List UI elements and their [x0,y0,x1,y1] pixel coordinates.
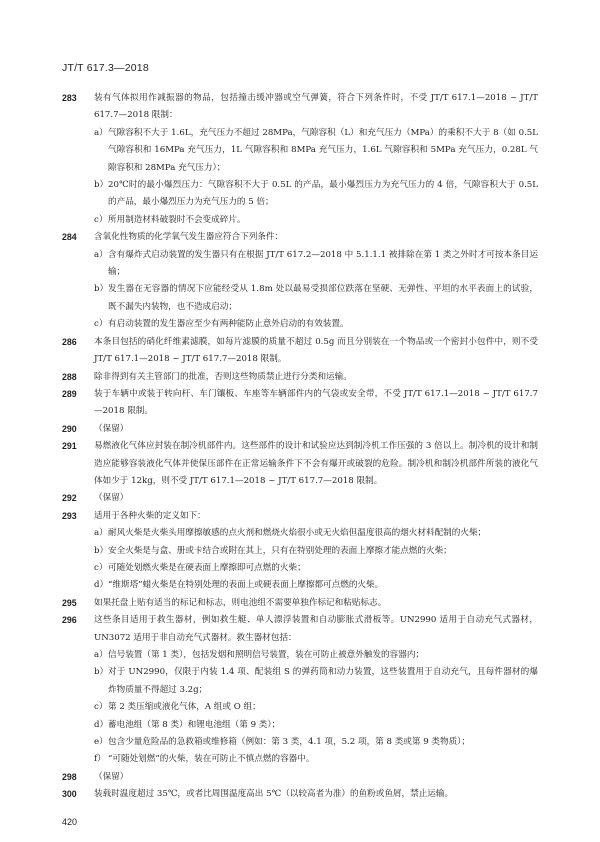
item-text: 耐风火柴是火柴头用摩擦敏感的点火剂和燃烧火焰很小或无火焰但温度很高的烟火材料配制的火柴； [108,528,487,539]
provision-296-item [62,647,538,664]
item-label: a） [94,249,108,260]
provision-number: 289 [62,388,77,399]
provision-298 [62,769,538,786]
provision-text: （保留） [94,493,129,504]
provision-number: 290 [62,423,77,434]
item-text: 含有爆炸式启动装置的发生器只有在根据 JT/T 617.2—2018 中 5.1.1.1 被排除在第 1 类之外时才可按本条目运输； [108,249,538,278]
provision-293 [62,508,538,525]
item-label: c） [94,319,108,330]
provision-293-item [62,525,538,542]
provision-296 [62,612,538,647]
provision-296-item [62,751,538,768]
provision-number: 300 [62,789,77,800]
item-text: “维斯塔”蜡火柴是在特别处理的表面上或硬表面上摩擦都可点燃的火柴。 [108,580,384,591]
item-text: “可随处划燃”的火柴，装在可防止不慎点燃的容器中。 [108,754,315,765]
provision-283-item [62,212,538,229]
provision-284-item [62,281,538,316]
provision-296-item [62,734,538,751]
item-text: 包含少量危险品的急救箱或维修箱（例如：第 3 类，4.1 项，5.2 项，第 8 类或第 9 类物质）； [108,737,471,748]
item-label: b） [94,284,109,295]
item-label: d） [94,580,109,591]
provision-text: 如果托盘上贴有适当的标记和标志，则电池组不需要单独作标记和粘贴标志。 [94,597,387,608]
provision-text: 易燃液化气体应封装在制冷机部件内。这些部件的设计和试验应达到制冷机工作压强的 3 倍以上。制冷机的设计和制造应能够容装液化气体并使保压部件在正常运输条件下不会有爆开或破裂的危险。制冷机和制冷机部件所装的液化气体如少于 12kg，则不受 JT/T 617.1—2018 ~ JT/T 617.7—2018 限制。 [94,441,538,486]
provision-text: 本条目包括的硝化纤维素滤膜，如每片滤膜的质量不超过 0.5g 而且分别装在一个物品或一个密封小包件中，则不受 JT/T 617.1—2018 ~ JT/T 617.7—2018 限制。 [94,336,538,365]
item-text: 气隙容积不大于 1.6L，充气压力不超过 28MPa，气隙容积（L）和充气压力（MPa）的乘积不大于 8（如 0.5L 气隙容积和 16MPa 充气压力，1L 气隙容积和 8MPa 充气压力，1.6L 气隙容积和 5MPa 充气压力，0.28L 气隙容积和 28MPa 充气压力）； [108,127,538,173]
provision-290 [62,421,538,438]
provision-283-item [62,125,538,177]
page-number: 420 [62,817,78,827]
provision-292 [62,490,538,507]
provision-296-item [62,717,538,734]
item-text: 蓄电池组（第 8 类）和锂电池组（第 9 类）； [108,719,281,730]
provision-288 [62,369,538,386]
item-label: b） [94,180,109,191]
provision-text: 装于车辆中或装于转向杆、车门镶板、车座等车辆部件内的气袋或安全带，不受 JT/T 617.1—2018 ~ JT/T 617.7—2018 限制。 [94,388,538,417]
provision-284-item [62,247,538,282]
provision-text: （保留） [94,771,129,782]
provision-284 [62,229,538,246]
provision-289 [62,386,538,421]
provision-284-item [62,316,538,333]
provision-295 [62,595,538,612]
provision-293-item [62,543,538,560]
item-label: b） [94,545,109,556]
provision-text: 装有气体拟用作减振器的物品，包括撞击缓冲器或空气弹簧，符合下列条件时，不受 JT/T 617.1—2018 ~ JT/T 617.7—2018 限制： [94,93,538,121]
provision-number: 293 [62,510,77,521]
provision-293-item [62,577,538,594]
item-label: f） [94,754,106,765]
provision-number: 286 [62,336,77,347]
provision-300 [62,786,538,803]
item-label: a） [94,528,108,539]
provision-number: 283 [62,93,77,103]
provision-296-item [62,699,538,716]
provision-286 [62,334,538,369]
provision-text: 装载时温度超过 35℃，或者比周围温度高出 5℃（以较高者为准）的鱼粉或鱼屑，禁止运输。 [94,789,454,800]
provision-number: 288 [62,371,77,382]
provision-text: （保留） [94,423,129,434]
item-text: 有启动装置的发生器应至少有两种能防止意外启动的有效装置。 [108,319,349,330]
item-text: 可随处划燃火柴是在硬表面上摩擦即可点燃的火柴； [108,562,306,573]
provision-text: 含氧化性物质的化学氧气发生器应符合下列条件： [94,232,284,243]
provision-text: 除非得到有关主管部门的批准，否则这些物质禁止进行分类和运输。 [94,371,352,382]
item-label: b） [94,667,109,678]
standard-header: JT/T 617.3—2018 [62,62,149,74]
provision-number: 284 [62,232,77,243]
provision-number: 292 [62,493,77,504]
provision-283 [62,90,538,125]
provision-text: 适用于各种火柴的定义如下： [94,510,206,521]
item-label: c） [94,562,108,573]
item-label: a） [94,127,108,138]
item-label: c） [94,702,108,713]
item-text: 20℃时的最小爆烈压力：气隙容积不大于 0.5L 的产品，最小爆烈压力为充气压力的 4 倍，气隙容积大于 0.5L 的产品，最小爆烈压力为充气压力的 5 倍； [108,180,538,208]
provision-293-item [62,560,538,577]
item-text: 第 2 类压缩或液化气体，A 组或 O 组； [108,702,261,713]
provision-number: 295 [62,597,77,608]
item-text: 对于 UN2990，仅限于内装 1.4 项、配装组 S 的弹药筒和动力装置，这些装置用于自动充气，且每件器材的爆炸物质量不得超过 3.2g； [108,667,538,695]
item-text: 信号装置（第 1 类），包括发烟和照明信号装置，装在可防止被意外触发的容器内； [108,650,425,660]
provision-text: 这些条目适用于救生器材，例如救生艇、单人漂浮装置和自动膨胀式滑板等。UN2990 适用于自动充气式器材，UN3072 适用于非自动充气式器材。救生器材包括： [94,615,538,643]
provision-number: 291 [62,441,77,452]
provision-number: 298 [62,771,77,782]
item-label: e） [94,737,108,748]
provision-296-item [62,664,538,699]
provision-291 [62,438,538,490]
item-label: a） [94,650,108,660]
item-text: 发生器在无容器的情况下应能经受从 1.8m 处以最易受损部位跌落在坚硬、无弹性、平坦的水平表面上的试验，既不漏失内装物，也不造成启动； [108,284,538,312]
item-text: 安全火柴是与盒、册或卡结合或附在其上，只有在特别处理的表面上摩擦才能点燃的火柴； [108,545,452,556]
provision-number: 296 [62,615,77,626]
document-body [62,90,538,804]
provision-283-item [62,177,538,212]
item-label: d） [94,719,109,730]
item-text: 所用制造材料破裂时不会变成碎片。 [108,214,246,225]
item-label: c） [94,214,108,225]
